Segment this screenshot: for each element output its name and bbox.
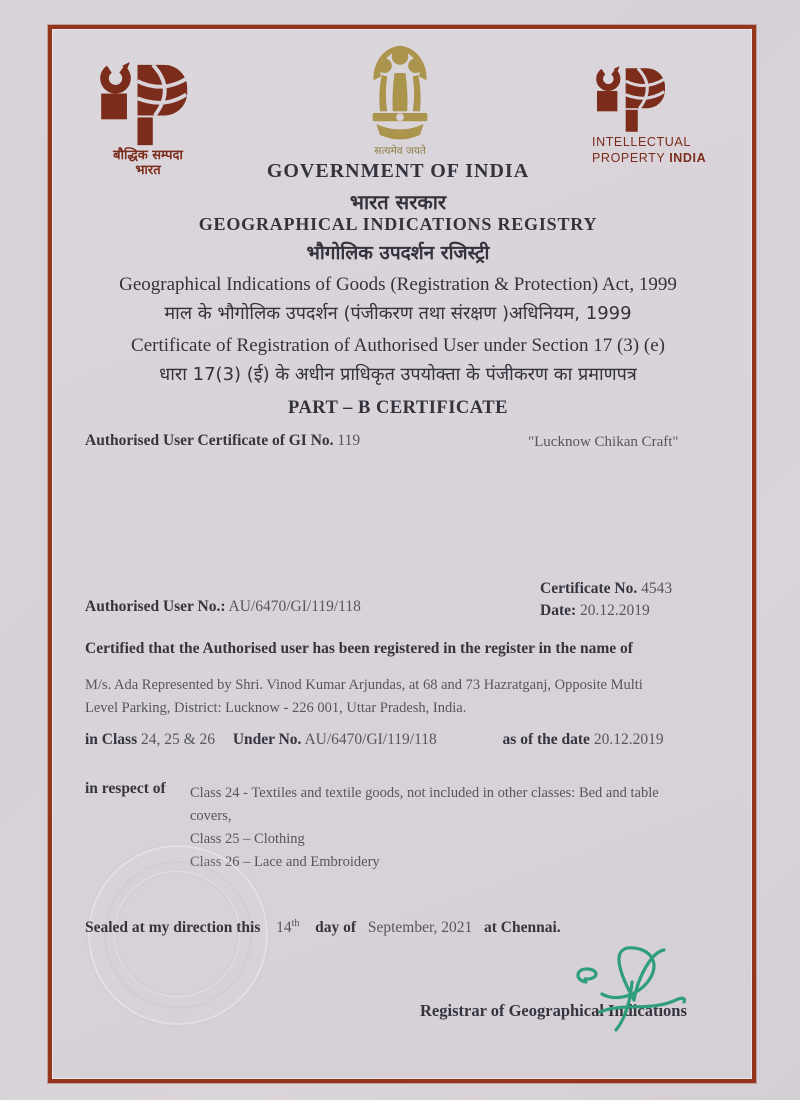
certificate-date-value: 20.12.2019	[580, 602, 650, 619]
gi-number-value: 119	[337, 432, 361, 449]
title-gi-registry-hindi: भौगोलिक उपदर्शन रजिस्ट्री	[306, 242, 490, 264]
left-caption-line2: भारत	[135, 163, 161, 178]
national-emblem	[340, 42, 460, 158]
title-act-hindi: माल के भौगोलिक उपदर्शन (पंजीकरण तथा संरक्षण )अधिनियम, 1999	[164, 303, 632, 324]
asof-label: as of the date	[502, 731, 590, 748]
certificate-number-label: Certificate No.	[540, 580, 638, 597]
title-act-en: Geographical Indications of Goods (Registration & Protection) Act, 1999	[119, 274, 677, 295]
right-caption-line2: PROPERTY INDIA	[592, 151, 707, 165]
class-24-continuation: covers,	[190, 808, 232, 824]
sealed-line	[85, 918, 561, 937]
asof-value: 20.12.2019	[593, 731, 664, 748]
certificate-number-block	[540, 578, 672, 622]
ip-india-logo-right	[592, 66, 742, 166]
title-bharat-sarkar: भारत सरकार	[349, 190, 447, 214]
sealed-day: 14th	[276, 918, 300, 937]
class-25-line: Class 25 – Clothing	[190, 831, 305, 847]
class-value: 24, 25 & 26	[141, 731, 216, 748]
sealed-label2: day of	[315, 919, 357, 937]
class-26-line: Class 26 – Lace and Embroidery	[190, 854, 380, 870]
classes-block	[190, 782, 710, 874]
title-gi-registry: GEOGRAPHICAL INDICATIONS REGISTRY	[198, 214, 598, 234]
sealed-label1: Sealed at my direction this	[85, 919, 261, 937]
ip-logo-icon	[94, 62, 202, 148]
holder-address-block	[85, 674, 715, 720]
left-caption-line1: बौद्धिक सम्पदा	[113, 148, 183, 163]
certificate-number-value: 4543	[641, 580, 673, 597]
respect-label: in respect of	[85, 780, 166, 797]
sealed-date: September, 2021	[367, 919, 473, 937]
certificate-number-line	[540, 578, 672, 600]
under-number-label: Under No.	[232, 731, 302, 748]
registrar-title: Registrar of Geographical Indications	[420, 1001, 687, 1020]
gi-number-label: Authorised User Certificate of GI No.	[85, 432, 334, 449]
under-number-value: AU/6470/GI/119/118	[304, 731, 437, 748]
authorised-user-number-value: AU/6470/GI/119/118	[228, 598, 361, 615]
title-section-en: Certificate of Registration of Authorised User under Section 17 (3) (e)	[131, 335, 665, 356]
title-section-hindi: धारा 17(3) (ई) के अधीन प्राधिकृत उपयोक्ता के पंजीकरण का प्रमाणपत्र	[159, 364, 637, 385]
class-24-line: Class 24 - Textiles and textile goods, not included in other classes: Bed and table	[190, 785, 659, 801]
gi-name: "Lucknow Chikan Craft"	[528, 434, 679, 450]
authorised-user-number-line	[85, 598, 361, 616]
sealed-day-suffix: th	[291, 918, 300, 929]
authorised-user-number-label: Authorised User No.:	[85, 598, 226, 615]
class-line	[85, 731, 664, 749]
holder-address-line2: Level Parking, District: Lucknow - 226 001, Uttar Pradesh, India.	[85, 700, 467, 716]
sealed-label3: at Chennai.	[484, 919, 561, 937]
registrar-signature	[572, 942, 712, 1034]
ip-logo-icon	[592, 66, 676, 134]
gi-number-line	[85, 432, 360, 450]
ashoka-lion-capital-icon	[354, 42, 446, 144]
certificate-date-line	[540, 600, 672, 622]
emblem-motto: सत्यमेव जयते	[374, 145, 426, 157]
certificate-date-label: Date:	[540, 602, 577, 619]
holder-address-line1: M/s. Ada Represented by Shri. Vinod Kumar Arjundas, at 68 and 73 Hazratganj, Opposite Multi	[85, 677, 643, 693]
certified-statement: Certified that the Authorised user has been registered in the register in the name of	[85, 640, 633, 657]
title-part-b: PART – B CERTIFICATE	[288, 398, 508, 418]
right-caption-line1: INTELLECTUAL	[592, 135, 691, 149]
class-label: in Class	[85, 731, 138, 748]
title-government-of-india: GOVERNMENT OF INDIA	[266, 160, 530, 182]
